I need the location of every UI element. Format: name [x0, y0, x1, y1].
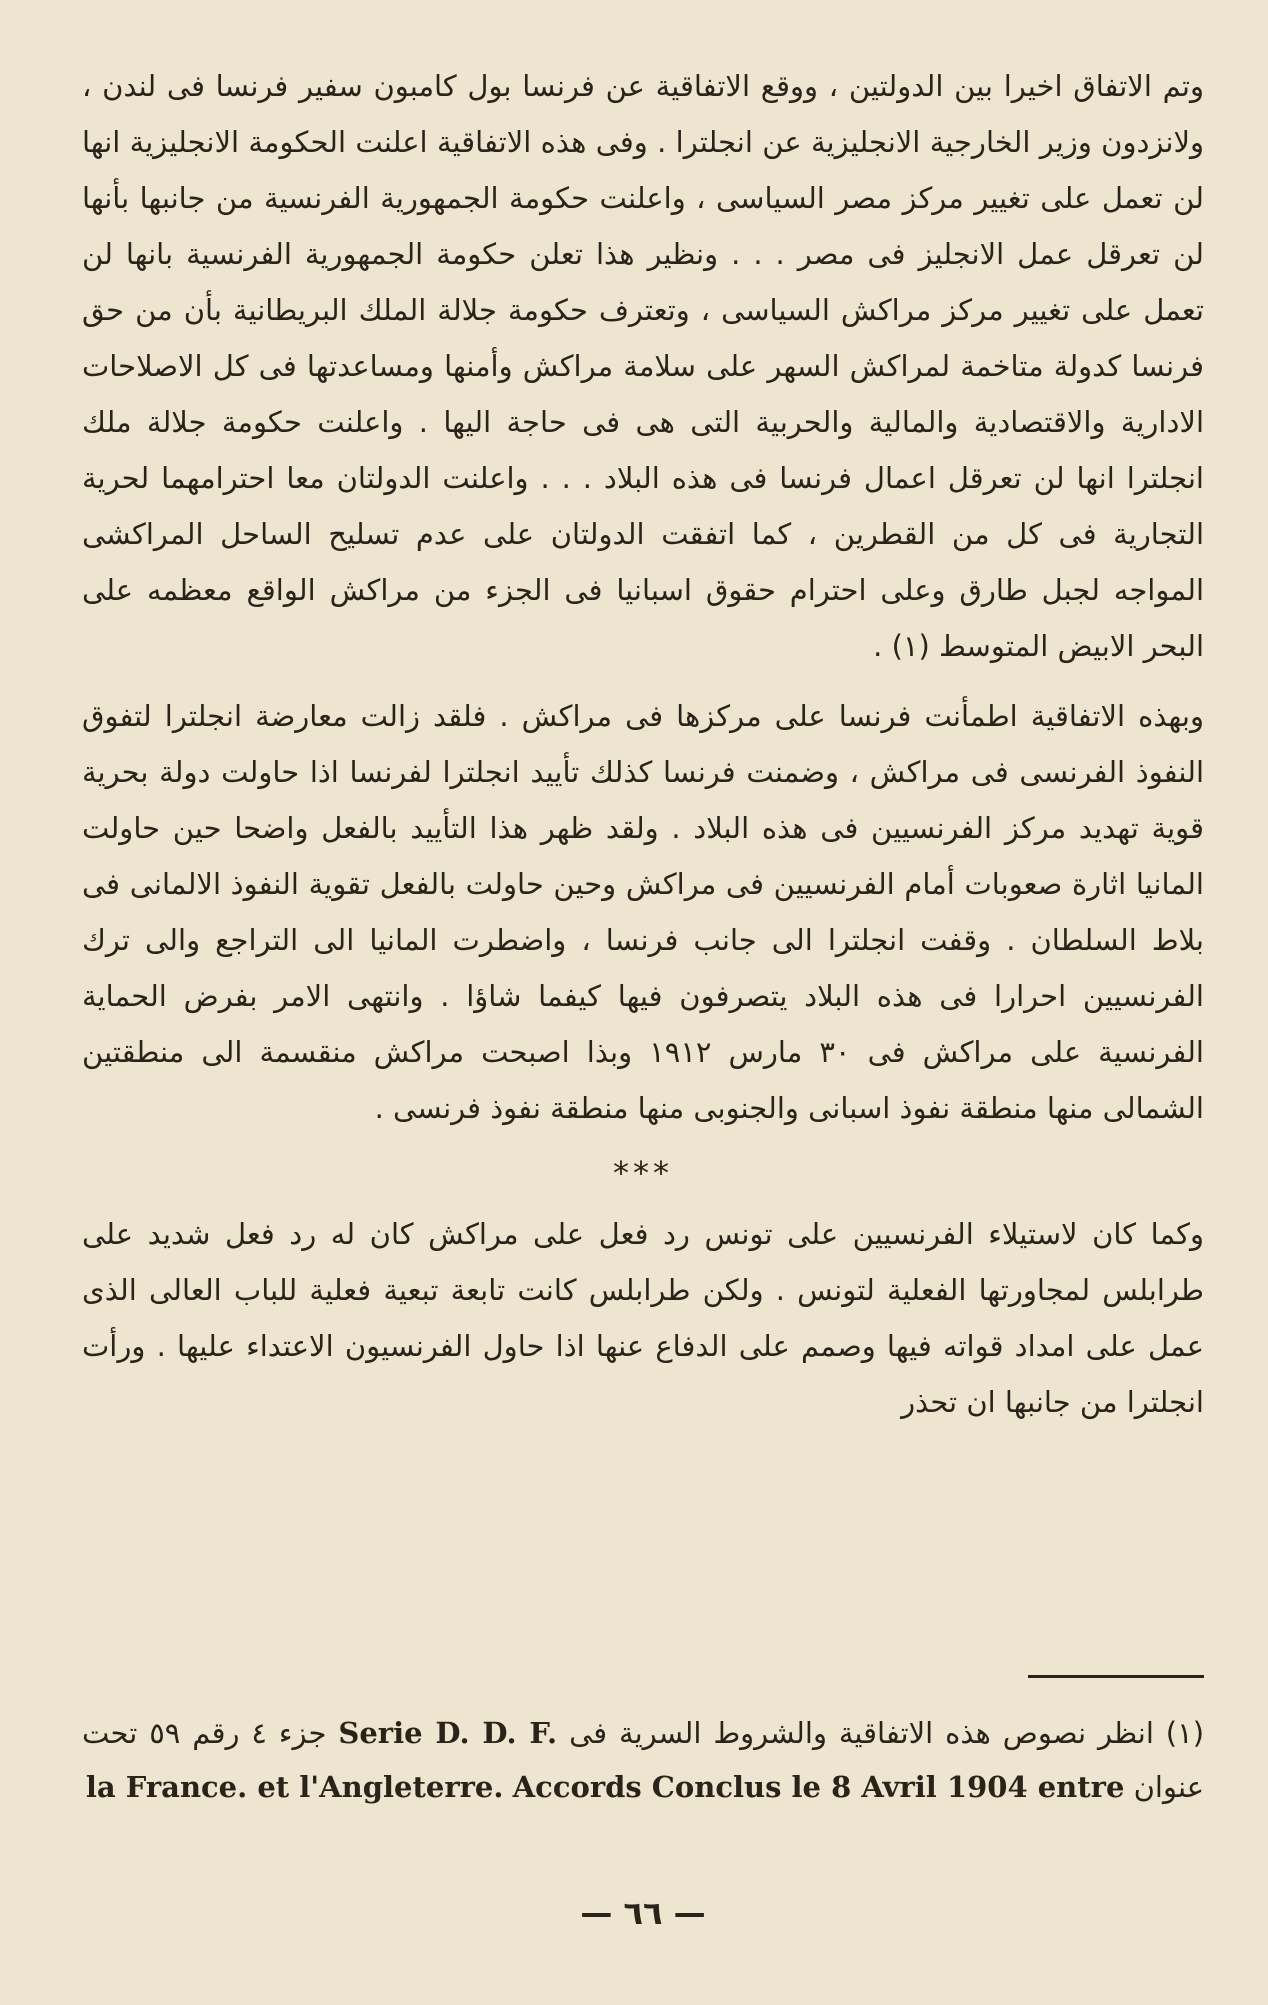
paragraph-3: وكما كان لاستيلاء الفرنسيين على تونس رد فعل على مراكش كان له رد فعل شديد على طرابلس لمجاورتها الفعلية لتونس . ولكن طرابلس كانت تابعة تبعية فعلية للباب العالى الذى عمل على امداد قواته فيها وصمم على الدفاع عنها اذا حاول الفرنسيون الاعتداء عليها . ورأت انجلترا من جانبها ان تحذر	[82, 1217, 1204, 1419]
paragraph-1: وتم الاتفاق اخيرا بين الدولتين ، ووقع الاتفاقية عن فرنسا بول كامبون سفير فرنسا فى لندن ، ولانزدون وزير الخارجية الانجليزية عن انجلترا . وفى هذه الاتفاقية اعلنت الحكومة الانجليزية انها لن تعمل على تغيير مركز مصر السياسى ، واعلنت حكومة الجمهورية الفرنسية من جانبها بأنها لن تعرقل عمل الانجليز فى مصر . . . ونظير هذا تعلن حكومة الجمهورية الفرنسية بانها لن تعمل على تغيير مركز مراكش السياسى ، وتعترف حكومة جلالة الملك البريطانية بأن من حق فرنسا كدولة متاخمة لمراكش السهر على سلامة مراكش وأمنها ومساعدتها فى كل الاصلاحات الادارية والاقتصادية والمالية والحربية التى هى فى حاجة اليها . واعلنت حكومة جلالة ملك انجلترا انها لن تعرقل اعمال فرنسا فى هذه البلاد . . . واعلنت الدولتان معا احترامهما لحرية التجارية فى كل من القطرين ، كما اتفقت الدولتان على عدم تسليح الساحل المراكشى المواجه لجبل طارق وعلى احترام حقوق اسبانيا فى الجزء من مراكش الواقع معظمه على البحر الابيض المتوسط (١) .	[82, 69, 1204, 663]
page-number: — ٦٦ —	[580, 1894, 706, 1932]
footnote-rule	[1028, 1675, 1204, 1678]
paragraph-2: وبهذه الاتفاقية اطمأنت فرنسا على مركزها فى مراكش . فلقد زالت معارضة انجلترا لتفوق النفوذ الفرنسى فى مراكش ، وضمنت فرنسا كذلك تأييد انجلترا لفرنسا اذا حاولت دولة بحرية قوية تهديد مركز الفرنسيين فى هذه البلاد . ولقد ظهر هذا التأييد بالفعل واضحا حين حاولت المانيا اثارة صعوبات أمام الفرنسيين فى مراكش وحين حاولت بالفعل تقوية النفوذ الالمانى فى بلاط السلطان . وقفت انجلترا الى جانب فرنسا ، واضطرت المانيا الى التراجع والى ترك الفرنسيين احرارا فى هذه البلاد يتصرفون فيها كيفما شاؤا . وانتهى الامر بفرض الحماية الفرنسية على مراكش فى ٣٠ مارس ١٩١٢ وبذا اصبحت مراكش منقسمة الى منطقتين الشمالى منها منطقة نفوذ اسبانى والجنوبى منها منطقة نفوذ فرنسى .	[82, 699, 1204, 1125]
footnote-series: Serie D. D. F.	[338, 1716, 558, 1750]
footnote	[82, 1706, 1204, 1814]
footnote-title-line-2: la France. et l'Angleterre.	[85, 1770, 504, 1804]
footnote-title-line-1: Accords Conclus le 8 Avril 1904 entre	[512, 1770, 1125, 1804]
footnote-volume: جزء ٤ رقم ٥٩ تحت عنوان	[82, 1716, 1204, 1804]
section-divider: ***	[613, 1154, 673, 1192]
footnote-text: (١) انظر نصوص هذه الاتفاقية والشروط السرية فى	[569, 1716, 1205, 1750]
book-page	[82, 58, 1204, 1958]
